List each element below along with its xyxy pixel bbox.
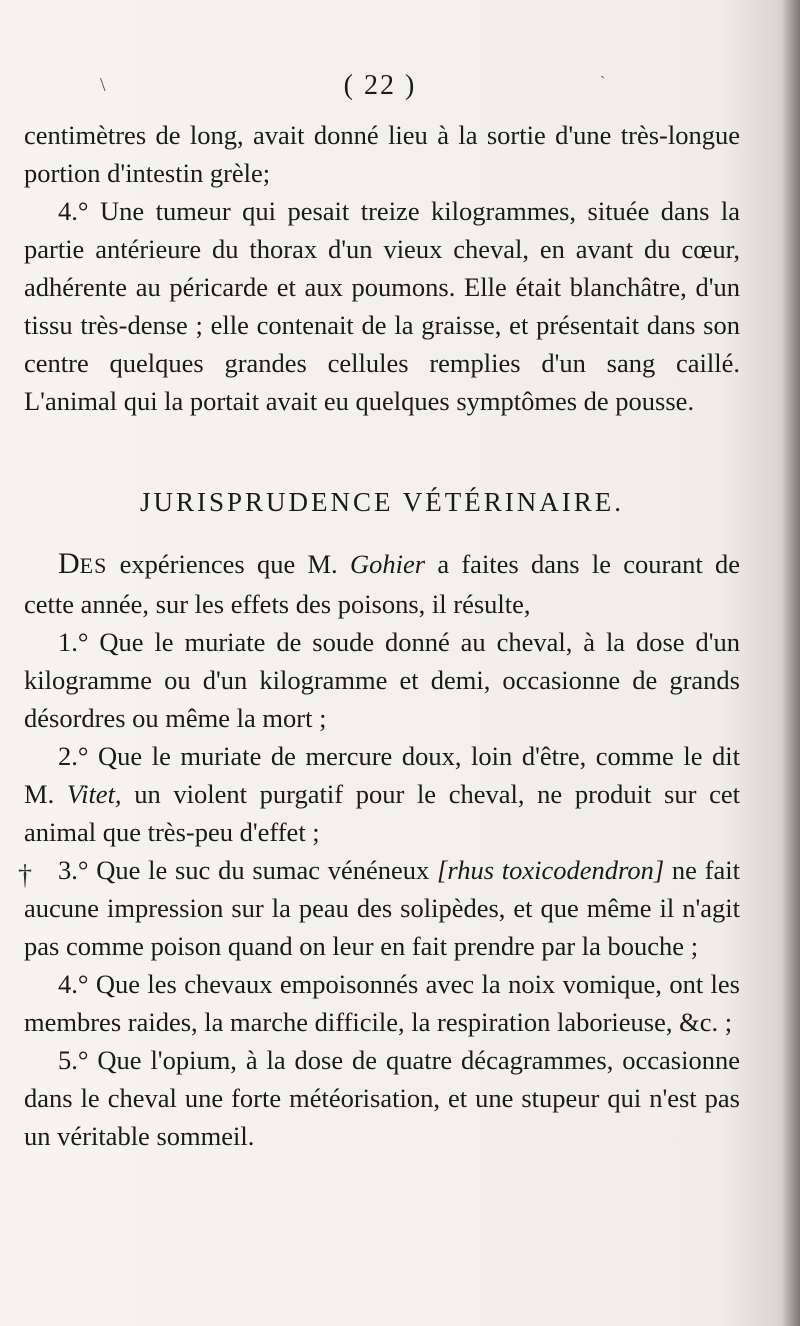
paragraph-intro (24, 545, 740, 623)
top-text-block (24, 116, 740, 420)
margin-cross-mark: † (18, 860, 32, 891)
paragraph-continuation: centimètres de long, avait donné lieu à la sortie d'une très-longue portion d'intestin grèle; (24, 120, 740, 188)
paragraph-item-2 (24, 737, 740, 851)
dropcap-letter: D (58, 547, 80, 580)
page-number: ( 22 ) (343, 70, 417, 101)
page-edge-shadow (782, 0, 800, 1326)
intro-text-before-name: expériences que M. (107, 549, 350, 579)
latin-name: [rhus toxicodendron] (437, 855, 665, 885)
intro-text-after-name: a faites dans le courant de cette année, sur les effets des poisons, il résulte, (24, 549, 740, 619)
pencil-dot-mark: ˋ (600, 74, 606, 91)
author-name-gohier: Gohier (349, 549, 426, 579)
smallcaps-text: ES (79, 553, 108, 578)
paragraph-item-5: 5.° Que l'opium, à la dose de quatre décagrammes, occasionne dans le cheval une forte météorisation, et une stupeur qui n'est pas un véritable sommeil. (24, 1045, 740, 1151)
pencil-tick-mark: \ (100, 74, 106, 96)
bottom-text-block (24, 545, 740, 1155)
author-name-vitet: Vitet, (66, 779, 122, 809)
paragraph-item-4-tumeur: 4.° Une tumeur qui pesait treize kilogrammes, située dans la partie antérieure du thorax d'un vieux cheval, en avant du cœur, adhérente au péricarde et aux poumons. Elle était blanchâtre, d'un tissu très-dense ; elle contenait de la graisse, et présentait dans son centre quelques grandes cellules remplies d'un sang caillé. L'animal qui la portait avait eu quelques symptômes de pousse. (24, 196, 740, 416)
item-3-text-after: ne fait aucune impression sur la peau des solipèdes, et que même il n'agit pas comme poison quand on leur en fait prendre par la bouche ; (24, 855, 740, 961)
item-2-text-after: un violent purgatif pour le cheval, ne produit sur cet animal que très-peu d'effet ; (24, 779, 740, 847)
section-heading: JURISPRUDENCE VÉTÉRINAIRE. (139, 487, 624, 517)
paragraph-item-3 (24, 851, 740, 965)
paragraph-item-1: 1.° Que le muriate de soude donné au cheval, à la dose d'un kilogramme ou d'un kilogramme et demi, occasionne de grands désordres ou même la mort ; (24, 627, 740, 733)
paragraph-item-4: 4.° Que les chevaux empoisonnés avec la noix vomique, ont les membres raides, la marche difficile, la respiration laborieuse, &c. ; (24, 969, 740, 1037)
item-2-text-before: 2.° Que le muriate de mercure doux, loin d'être, comme le dit M. (24, 741, 740, 809)
item-3-text-before: 3.° Que le suc du sumac vénéneux (58, 855, 438, 885)
